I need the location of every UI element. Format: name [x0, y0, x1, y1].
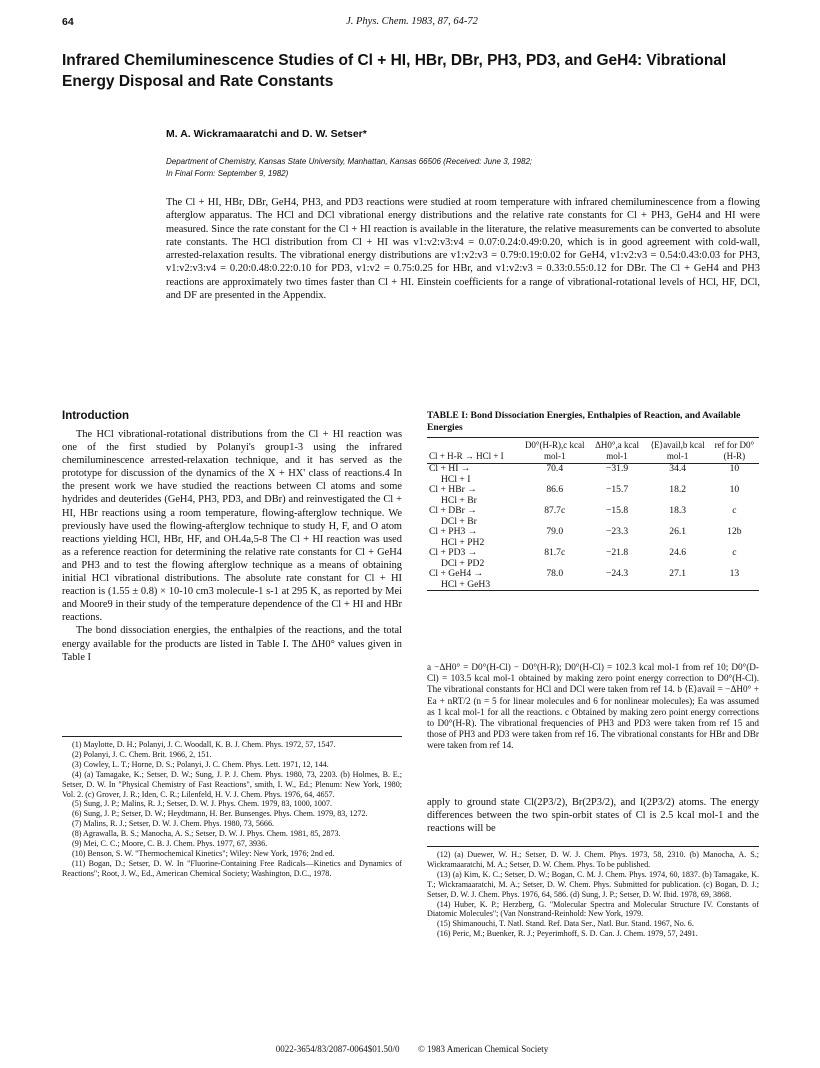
table-row	[427, 527, 759, 548]
eavail-cell: 18.3	[669, 505, 687, 516]
reactants: Cl + HBr →	[429, 484, 477, 495]
dh-cell: −21.8	[605, 547, 629, 558]
introduction-body	[62, 428, 402, 664]
article-title: Infrared Chemiluminescence Studies of Cl + HI, HBr, DBr, PH3, PD3, and GeH4: Vibrational Energy Disposal and Rate Constants	[62, 52, 727, 90]
intro-continuation: apply to ground state Cl(2P3/2), Br(2P3/2), and I(2P3/2) atoms. The energy differences between the two spin-orbit states of Cl is 2.5 kcal mol-1 and the reactions will be	[427, 797, 759, 835]
footnote-divider	[62, 736, 402, 737]
table-row	[427, 569, 759, 591]
reactants: Cl + HI →	[429, 463, 471, 474]
table-caption-text: Bond Dissociation Energies, Enthalpies of Reaction, and Available Energies	[427, 410, 741, 433]
footnote-divider	[427, 846, 759, 847]
d0-cell: 78.0	[546, 568, 564, 579]
reaction-cell	[427, 527, 521, 548]
d0-cell: 81.7c	[544, 547, 566, 558]
table-notes: a −ΔH0° = D0°(H-Cl) − D0°(H-R); D0°(H-Cl) = 102.3 kcal mol-1 from ref 10; D0°(D-Cl) = 103.5 kcal mol-1 obtained by making zero point energy correction to D0°(H-Cl). The vibrational constants for HCl and DCl were taken from ref 14. b ⟨E⟩avail = −ΔH0° + Ea + nRT/2 (n = 5 for linear molecules and 6 for nonlinear molecules); Ea was assumed as 1 kcal mol-1 for all the reactions. c Obtained by making zero point energy corrections to D0°(H-R). The vibrational frequencies of PH3 and PD3 were taken from ref 15 and those of PH3 and PD3 were taken from ref 16. The vibrational constants for HBr and DBr were taken from ref 14.	[427, 662, 759, 751]
footnote-8: (8) Agrawalla, B. S.; Manocha, A. S.; Setser, D. W. J. Phys. Chem. 1981, 85, 2873.	[72, 829, 341, 839]
reaction-cell	[427, 485, 521, 506]
d0-cell: 70.4	[546, 463, 564, 474]
footnote-7: (7) Malins, R. J.; Setser, D. W. J. Chem. Phys. 1980, 73, 5666.	[72, 819, 275, 829]
dh-cell: −24.3	[605, 568, 629, 579]
products: HCl + GeH3	[441, 578, 491, 590]
ref-cell: 10	[729, 463, 740, 474]
footnote-1: (1) Maylotte, D. H.; Polanyi, J. C. Woodall, K. B. J. Chem. Phys. 1972, 57, 1547.	[72, 740, 336, 749]
journal-citation: J. Phys. Chem. 1983, 87, 64-72	[346, 16, 478, 27]
col-header-d0: D0°(H-R),c kcal mol-1	[524, 440, 585, 461]
data-table	[427, 437, 759, 591]
footnote-9: (9) Mei, C. C.; Moore, C. B. J. Chem. Phys. 1977, 67, 3936.	[72, 839, 268, 849]
page-footer	[62, 1044, 762, 1054]
eavail-cell: 24.6	[669, 547, 687, 558]
footnote-15: (15) Shimanouchi, T. Natl. Stand. Ref. Data Ser., Natl. Bur. Stand. 1967, No. 6.	[437, 919, 694, 929]
reaction-cell	[427, 464, 521, 486]
footnote-6: (6) Sung, J. P.; Setser, D. W.; Heydtmann, H. Ber. Bunsenges. Phys. Chem. 1979, 83, 1272.	[72, 809, 368, 819]
affiliation	[166, 156, 766, 180]
reactants: Cl + PH3 →	[429, 526, 478, 537]
footnote-3: (3) Cowley, L. T.; Horne, D. S.; Polanyi, J. C. Chem. Phys. Lett. 1971, 12, 144.	[72, 759, 329, 769]
section-heading-introduction: Introduction	[62, 410, 130, 422]
reaction-cell	[427, 548, 521, 569]
d0-cell: 79.0	[546, 526, 564, 537]
article-code: 0022-3654/83/2087-0064$01.50/0	[275, 1044, 400, 1054]
footnote-11: (11) Bogan, D.; Setser, D. W. In "Fluorine-Containing Free Radicals—Kinetics and Dynamics of Reactions"; Root, J. W., Ed., American Chemical Society; Washington, D.C., 1978.	[62, 858, 402, 878]
reaction-cell	[427, 569, 521, 591]
intro-paragraph-2: The bond dissociation energies, the enthalpies of the reactions, and the total energy available for the products are listed in Table I. The ΔH0° values given in Table I	[62, 625, 402, 663]
footnote-13: (13) (a) Kim, K. C.; Setser, D. W.; Bogan, C. M. J. Chem. Phys. 1974, 60, 1837. (b) Tamagake, K. T.; Wickramaaratchi, M. A.; Setser, D. W. Chem. Phys. Submitted for publication. (c) Bogan, D. J.; Setser, D. W. J. Chem. Phys. 1976, 64, 586. (d) Sung, J. P.; Setser, D. W. Ibid. 1978, 69, 3868.	[427, 869, 759, 899]
reactants: Cl + GeH4 →	[429, 568, 484, 579]
table-header-row	[427, 438, 759, 464]
dh-cell: −23.3	[605, 526, 629, 537]
footnotes-right	[427, 846, 759, 939]
table-row	[427, 464, 759, 486]
ref-cell: 12b	[727, 526, 742, 537]
page-number: 64	[62, 16, 74, 28]
ref-cell: c	[732, 505, 737, 516]
ref-cell: 13	[729, 568, 740, 579]
col-header-dh: ΔH0°,a kcal mol-1	[595, 440, 639, 461]
dh-cell: −15.7	[605, 484, 629, 495]
eavail-cell: 34.4	[669, 463, 687, 474]
table-label: TABLE I:	[427, 410, 469, 421]
footnotes-left	[62, 736, 402, 879]
dh-cell: −31.9	[605, 463, 629, 474]
table-row	[427, 548, 759, 569]
col-header-ref: ref for D0°(H-R)	[714, 440, 755, 461]
affiliation-line-2: In Final Form: September 9, 1982)	[166, 169, 289, 178]
d0-cell: 87.7c	[544, 505, 566, 516]
footnote-2: (2) Polanyi, J. C. Chem. Brit. 1966, 2, 151.	[72, 749, 212, 759]
products: HCl + PH2	[441, 536, 485, 548]
reactants: Cl + PD3 →	[429, 547, 478, 558]
table-1	[427, 437, 759, 591]
table-row	[427, 485, 759, 506]
abstract: The Cl + HI, HBr, DBr, GeH4, PH3, and PD3 reactions were studied at room temperature with infrared chemiluminescence from a flowing afterglow apparatus. The HCl and DCl vibrational energy distributions and the relative rate constants for Cl + PH3, GeH4 and HI were measured. Since the rate constant for the Cl + HI reaction is available in the literature, the relative measurements can be converted to absolute rate constants. The HCl distribution from Cl + HI was v1:v2:v3:v4 = 0.07:0.24:0.49:0.20, which is in good agreement with cold-wall, arrested-relaxation results. The vibrational energy distributions are v1:v2:v3 = 0.79:0.19:0.02 for GeH4, v1:v2:v3 = 0.54:0.43:0.03 for PH3, v1:v2:v3:v4 = 0.20:0.48:0.22:0.10 for PD3, v1:v2 = 0.75:0.25 for HBr, and v1:v2:v3 = 0.33:0.55:0.12 for DBr. The Cl + GeH4 and PH3 reactions are approximately two times faster than Cl + HI. Einstein coefficients for a range of vibrational-rotational levels of HCl, HF, DCl, and DF are presented in the Appendix.	[166, 197, 760, 302]
copyright: © 1983 American Chemical Society	[417, 1044, 549, 1054]
intro-paragraph-1: The HCl vibrational-rotational distributions from the Cl + HI reaction was one of the first studied by Polanyi's group1-3 using the infrared chemiluminescence arrested-relaxation technique, and it has served as the prototype for discussion of the dynamics of the X + HX' class of reactions.4 In the present work we have studied the reactions between Cl atoms and some hydrides and deuterides (GeH4, PH3, PD3, and DBr) and reinvestigated the Cl + HI, HBr reactions using a room temperature, flowing-afterglow technique. We previously have used the flowing-afterglow technique to study H, F, and O atom reactions yielding HCl, HBr, HF, and OH.4a,5-8 The Cl + HI reaction was used as a reference reaction for determining the relative rate constants for Cl + GeH4 and PH3 and to test the flowing afterglow technique as a means of obtaining initial HCl vibrational distributions. The absolute rate constant for Cl + HI reaction is (1.55 ± 0.8) × 10-10 cm3 molecule-1 s-1 at 295 K, as reported by Mei and Moore9 in their study of the temperature dependence of the Cl + HI and HBr reactions.	[62, 429, 402, 624]
d0-cell: 86.6	[546, 484, 564, 495]
col-header-reaction: Cl + H-R → HCl + I	[429, 450, 504, 461]
dh-cell: −15.8	[605, 505, 629, 516]
eavail-cell: 18.2	[669, 484, 687, 495]
footnote-10: (10) Benson, S. W. "Thermochemical Kinetics"; Wiley: New York, 1976; 2nd ed.	[72, 848, 335, 858]
col-header-eavail: ⟨E⟩avail,b kcal mol-1	[650, 440, 705, 461]
footnote-5: (5) Sung, J. P.; Malins, R. J.; Setser, D. W. J. Phys. Chem. 1979, 83, 1000, 1007.	[72, 799, 333, 809]
products: DCl + Br	[441, 515, 477, 527]
table-caption	[427, 410, 759, 433]
affiliation-line-1: Department of Chemistry, Kansas State University, Manhattan, Kansas 66506 (Received: June 3, 1982;	[166, 157, 533, 166]
footnote-4: (4) (a) Tamagake, K.; Setser, D. W.; Sung, J. P. J. Chem. Phys. 1980, 73, 2203. (b) Holmes, B. E.; Setser, D. W. In "Physical Chemistry of Fast Reactions", smith, I. W., Ed.; Plenum: New York, 1980; Vol. 2. (c) Grover, J. R.; Iden, C. R.; Lilenfeld, H. V. J. Chem. Phys. 1976, 64, 4657.	[62, 769, 402, 799]
reactants: Cl + DBr →	[429, 505, 477, 516]
eavail-cell: 27.1	[669, 568, 687, 579]
ref-cell: c	[732, 547, 737, 558]
footnote-12: (12) (a) Duewer, W. H.; Setser, D. W. J. Chem. Phys. 1973, 58, 2310. (b) Manocha, A. S.; Wickramaaratchi, M. A.; Setser, D. W. Chem. Phys. To be published.	[427, 850, 759, 869]
table-row	[427, 506, 759, 527]
footnote-16: (16) Peric, M.; Buenker, R. J.; Peyerimhoff, S. D. Can. J. Chem. 1979, 57, 2491.	[437, 929, 698, 939]
running-header	[62, 16, 762, 32]
products: HCl + I	[441, 473, 471, 485]
reaction-cell	[427, 506, 521, 527]
ref-cell: 10	[729, 484, 740, 495]
eavail-cell: 26.1	[669, 526, 687, 537]
author-list: M. A. Wickramaaratchi and D. W. Setser*	[166, 128, 367, 140]
footnote-14: (14) Huber, K. P.; Herzberg, G. "Molecular Spectra and Molecular Structure IV. Constants of Diatomic Molecules"; (Van Nonstrand-Reinhold: New York, 1979.	[427, 899, 759, 919]
products: HCl + Br	[441, 494, 477, 506]
products: DCl + PD2	[441, 557, 485, 569]
